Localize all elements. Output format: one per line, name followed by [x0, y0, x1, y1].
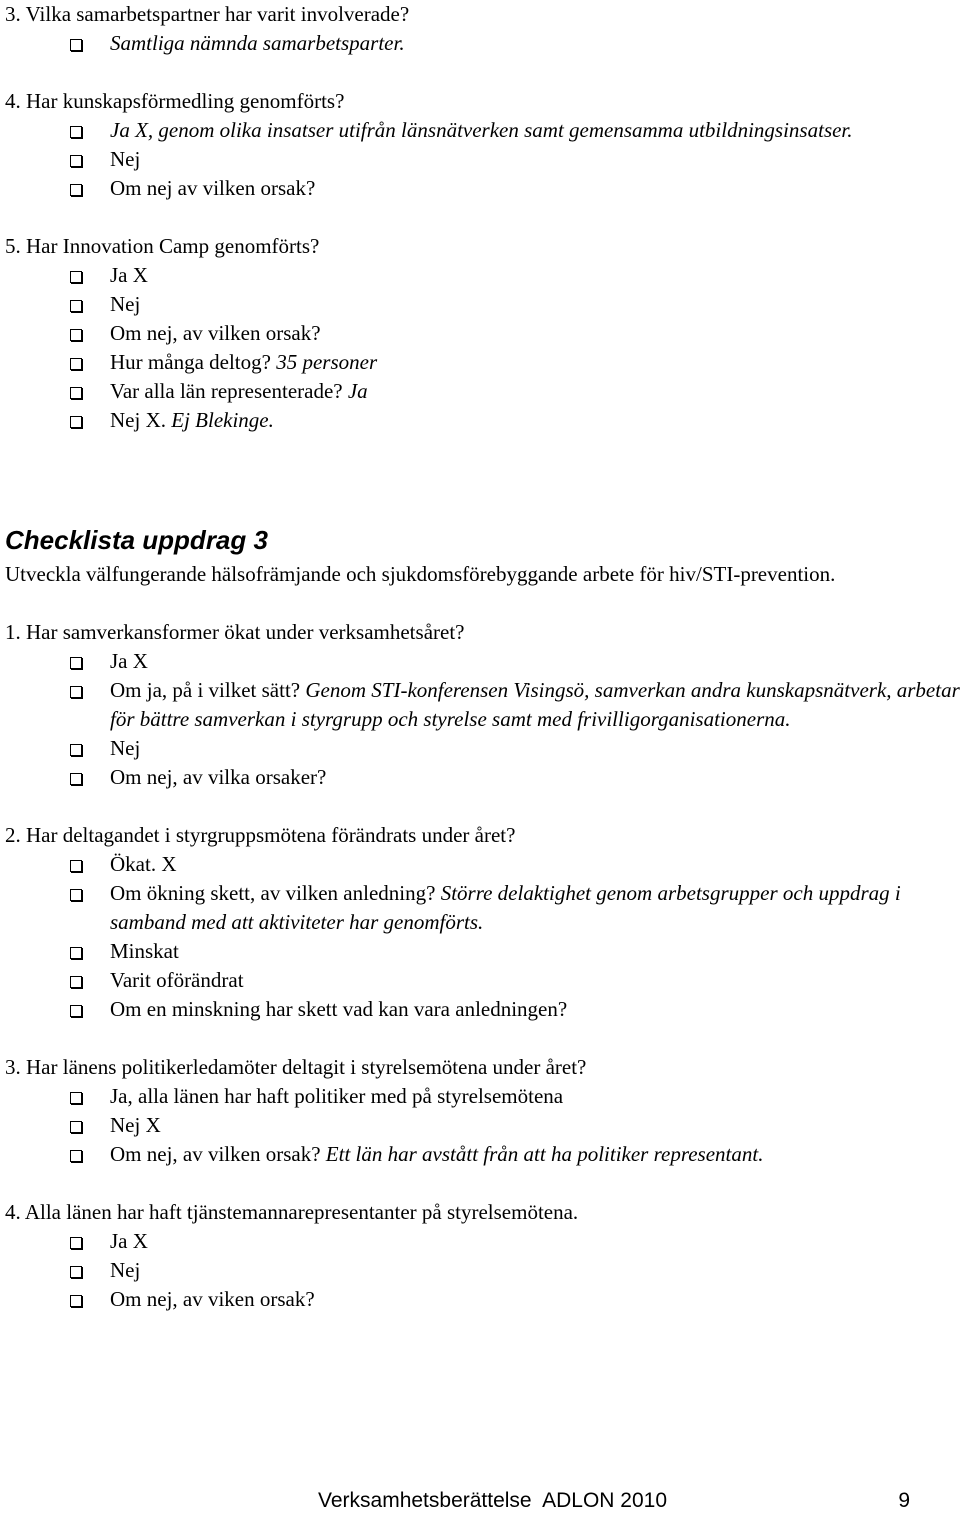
- checkbox-icon[interactable]: [70, 1121, 82, 1133]
- checkbox-icon[interactable]: [70, 1005, 82, 1017]
- checkbox-item[interactable]: [5, 647, 960, 676]
- checkbox-icon[interactable]: [70, 358, 82, 370]
- item-text: Ja X: [110, 1229, 148, 1253]
- item-text: Nej X.: [110, 408, 172, 432]
- checkbox-icon[interactable]: [70, 657, 82, 669]
- checkbox-item[interactable]: [5, 377, 960, 406]
- checklist-heading-block: [5, 523, 960, 589]
- page-content: [5, 0, 960, 1314]
- question-block: [5, 1053, 960, 1169]
- checkbox-icon[interactable]: [70, 860, 82, 872]
- checkbox-icon[interactable]: [70, 1237, 82, 1249]
- item-answer: Ja X, genom olika insatser utifrån länsnätverken samt gemensamma utbildningsinsatser.: [110, 118, 853, 142]
- item-answer: Ej Blekinge.: [171, 408, 274, 432]
- item-answer: 35 personer: [276, 350, 378, 374]
- question-text: 4. Alla länen har haft tjänstemannarepresentanter på styrelsemötena.: [5, 1200, 579, 1224]
- item-text: Om ja, på i vilket sätt?: [110, 678, 306, 702]
- checkbox-item[interactable]: [5, 1140, 960, 1169]
- question-block: [5, 0, 960, 58]
- item-answer: Ett län har avstått från att ha politiker representant.: [325, 1142, 764, 1166]
- item-text: Ökat. X: [110, 852, 177, 876]
- checkbox-item[interactable]: [5, 348, 960, 377]
- checkbox-item[interactable]: [5, 290, 960, 319]
- checkbox-icon[interactable]: [70, 947, 82, 959]
- item-text: Ja, alla länen har haft politiker med på styrelsemötena: [110, 1084, 564, 1108]
- checkbox-item[interactable]: [5, 676, 960, 734]
- checkbox-icon[interactable]: [70, 744, 82, 756]
- page-footer: [318, 1489, 910, 1513]
- item-text: Hur många deltog?: [110, 350, 277, 374]
- item-text: Nej: [110, 292, 141, 316]
- item-text: Nej: [110, 736, 141, 760]
- checkbox-icon[interactable]: [70, 126, 82, 138]
- checkbox-item[interactable]: [5, 116, 960, 145]
- checkbox-icon[interactable]: [70, 300, 82, 312]
- item-text: Nej: [110, 1258, 141, 1282]
- question-text: 3. Har länens politikerledamöter deltagit i styrelsemötena under året?: [5, 1055, 587, 1079]
- item-text: Om nej, av vilken orsak?: [110, 1142, 326, 1166]
- checkbox-item[interactable]: [5, 319, 960, 348]
- checkbox-icon[interactable]: [70, 416, 82, 428]
- question-block: [5, 618, 960, 792]
- section-description: Utveckla välfungerande hälsofrämjande och sjukdomsförebyggande arbete för hiv/STI-prevention.: [5, 562, 836, 586]
- question-text: 4. Har kunskapsförmedling genomförts?: [5, 89, 345, 113]
- checkbox-item[interactable]: [5, 1082, 960, 1111]
- checkbox-icon[interactable]: [70, 387, 82, 399]
- item-text: Om nej av vilken orsak?: [110, 176, 316, 200]
- item-text: Om nej, av vilken orsak?: [110, 321, 321, 345]
- checkbox-icon[interactable]: [70, 39, 82, 51]
- checkbox-item[interactable]: [5, 261, 960, 290]
- checkbox-item[interactable]: [5, 1256, 960, 1285]
- question-block: [5, 232, 960, 435]
- item-answer: Genom STI-konferensen Visingsö, samverkan andra kunskapsnätverk, arbetar för bättre samverkan i styrgrupp och styrelse samt med frivilligorganisationerna.: [110, 678, 960, 731]
- footer-title: Verksamhetsberättelse ADLON 2010: [318, 1489, 668, 1512]
- item-text: Om nej, av viken orsak?: [110, 1287, 315, 1311]
- checkbox-icon[interactable]: [70, 155, 82, 167]
- checkbox-item[interactable]: [5, 406, 960, 435]
- checkbox-item[interactable]: [5, 879, 960, 937]
- checkbox-icon[interactable]: [70, 1150, 82, 1162]
- checkbox-item[interactable]: [5, 734, 960, 763]
- checkbox-icon[interactable]: [70, 1295, 82, 1307]
- item-answer: Ja: [347, 379, 368, 403]
- checkbox-item[interactable]: [5, 763, 960, 792]
- checkbox-icon[interactable]: [70, 1092, 82, 1104]
- checkbox-item[interactable]: [5, 995, 960, 1024]
- question-text: 1. Har samverkansformer ökat under verksamhetsåret?: [5, 620, 465, 644]
- section-heading: Checklista uppdrag 3: [5, 525, 268, 555]
- item-text: Var alla län representerade?: [110, 379, 348, 403]
- question-text: 2. Har deltagandet i styrgruppsmötena förändrats under året?: [5, 823, 516, 847]
- item-answer: Större delaktighet genom arbetsgrupper och uppdrag i samband med att aktiviteter har genomförts.: [110, 881, 901, 934]
- question-text: 5. Har Innovation Camp genomförts?: [5, 234, 320, 258]
- question-text: 3. Vilka samarbetspartner har varit involverade?: [5, 2, 410, 26]
- checkbox-item[interactable]: [5, 937, 960, 966]
- item-text: Varit oförändrat: [110, 968, 244, 992]
- checkbox-item[interactable]: [5, 145, 960, 174]
- checkbox-icon[interactable]: [70, 773, 82, 785]
- checkbox-item[interactable]: [5, 850, 960, 879]
- checkbox-icon[interactable]: [70, 1266, 82, 1278]
- item-text: Om en minskning har skett vad kan vara anledningen?: [110, 997, 568, 1021]
- item-text: Ja X: [110, 649, 148, 673]
- checkbox-icon[interactable]: [70, 889, 82, 901]
- checkbox-icon[interactable]: [70, 271, 82, 283]
- checkbox-item[interactable]: [5, 29, 960, 58]
- checkbox-item[interactable]: [5, 1111, 960, 1140]
- page-number: 9: [898, 1489, 910, 1512]
- item-answer: Samtliga nämnda samarbetsparter.: [110, 31, 405, 55]
- question-block: [5, 821, 960, 1024]
- checkbox-item[interactable]: [5, 1285, 960, 1314]
- question-block: [5, 87, 960, 203]
- item-text: Minskat: [110, 939, 179, 963]
- question-block: [5, 1198, 960, 1314]
- checkbox-icon[interactable]: [70, 976, 82, 988]
- item-text: Om nej, av vilka orsaker?: [110, 765, 327, 789]
- checkbox-icon[interactable]: [70, 686, 82, 698]
- item-text: Nej: [110, 147, 141, 171]
- checkbox-icon[interactable]: [70, 329, 82, 341]
- checkbox-item[interactable]: [5, 1227, 960, 1256]
- item-text: Nej X: [110, 1113, 161, 1137]
- checkbox-item[interactable]: [5, 174, 960, 203]
- checkbox-item[interactable]: [5, 966, 960, 995]
- item-text: Om ökning skett, av vilken anledning?: [110, 881, 441, 905]
- checkbox-icon[interactable]: [70, 184, 82, 196]
- item-text: Ja X: [110, 263, 148, 287]
